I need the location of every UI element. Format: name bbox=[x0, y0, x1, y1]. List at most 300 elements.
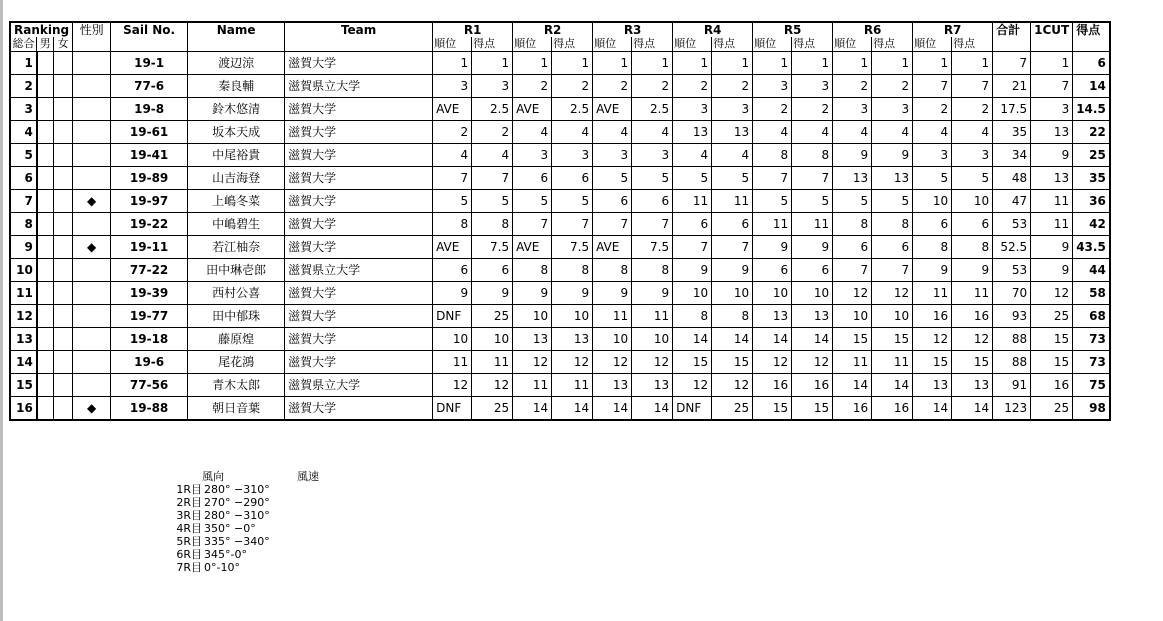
total-cell: 17.5 bbox=[993, 98, 1031, 121]
place-cell: AVE bbox=[433, 98, 472, 121]
points-cell: 1 bbox=[792, 52, 833, 75]
place-cell: 13 bbox=[753, 305, 792, 328]
female-rank-cell bbox=[54, 259, 73, 282]
place-cell: 12 bbox=[593, 351, 632, 374]
points-cell: 8 bbox=[552, 259, 593, 282]
place-cell: 6 bbox=[673, 213, 712, 236]
gender-mark-cell bbox=[73, 52, 111, 75]
cut-cell: 11 bbox=[1031, 213, 1073, 236]
points-cell: 4 bbox=[792, 121, 833, 144]
team-cell: 滋賀大学 bbox=[285, 167, 433, 190]
name-cell: 藤原煌 bbox=[188, 328, 285, 351]
place-cell: 1 bbox=[913, 52, 952, 75]
place-cell: 8 bbox=[913, 236, 952, 259]
name-cell: 田中郁珠 bbox=[188, 305, 285, 328]
points-cell: 7 bbox=[472, 167, 513, 190]
gender-mark-cell bbox=[73, 98, 111, 121]
rank-cell: 6 bbox=[10, 167, 37, 190]
points-header: 得点 bbox=[712, 37, 753, 52]
wind-race-label: 3R目 bbox=[176, 509, 202, 522]
wind-race-label: 2R目 bbox=[176, 496, 202, 509]
place-cell: AVE bbox=[513, 98, 552, 121]
male-rank-cell bbox=[37, 397, 54, 421]
header-row-2 bbox=[10, 37, 1110, 52]
place-cell: 14 bbox=[753, 328, 792, 351]
team-cell: 滋賀大学 bbox=[285, 236, 433, 259]
name-cell: 田中琳壱郎 bbox=[188, 259, 285, 282]
female-rank-cell bbox=[54, 305, 73, 328]
net-points-cell: 75 bbox=[1073, 374, 1110, 397]
team-cell: 滋賀大学 bbox=[285, 213, 433, 236]
points-cell: 13 bbox=[792, 305, 833, 328]
points-cell: 2 bbox=[552, 75, 593, 98]
team-cell: 滋賀大学 bbox=[285, 397, 433, 421]
net-points-cell: 36 bbox=[1073, 190, 1110, 213]
sail-no-cell: 19-39 bbox=[111, 282, 188, 305]
place-cell: 8 bbox=[513, 259, 552, 282]
place-cell: 13 bbox=[673, 121, 712, 144]
points-cell: 1 bbox=[472, 52, 513, 75]
table-row bbox=[10, 305, 1110, 328]
gender-mark-cell: ◆ bbox=[73, 236, 111, 259]
race-header-r3: R3 bbox=[593, 22, 673, 37]
points-cell: 11 bbox=[712, 190, 753, 213]
place-cell: AVE bbox=[433, 236, 472, 259]
place-header: 順位 bbox=[513, 37, 552, 52]
points-cell: 7 bbox=[872, 259, 913, 282]
rank-cell: 9 bbox=[10, 236, 37, 259]
points-cell: 1 bbox=[712, 52, 753, 75]
place-cell: 12 bbox=[433, 374, 472, 397]
cut-cell: 12 bbox=[1031, 282, 1073, 305]
wind-info bbox=[153, 470, 319, 574]
male-rank-cell bbox=[37, 282, 54, 305]
points-cell: 6 bbox=[632, 190, 673, 213]
total-header: 合計 bbox=[993, 22, 1031, 52]
table-row bbox=[10, 397, 1110, 421]
male-header: 男 bbox=[37, 37, 54, 52]
team-cell: 滋賀県立大学 bbox=[285, 75, 433, 98]
place-cell: DNF bbox=[433, 305, 472, 328]
points-cell: 5 bbox=[872, 190, 913, 213]
sail-no-cell: 19-89 bbox=[111, 167, 188, 190]
place-cell: 2 bbox=[513, 75, 552, 98]
place-cell: 11 bbox=[433, 351, 472, 374]
place-cell: 15 bbox=[833, 328, 872, 351]
place-cell: AVE bbox=[593, 98, 632, 121]
net-points-cell: 25 bbox=[1073, 144, 1110, 167]
points-cell: 10 bbox=[472, 328, 513, 351]
place-cell: 10 bbox=[753, 282, 792, 305]
points-cell: 16 bbox=[952, 305, 993, 328]
wind-direction-value: 335° −340° bbox=[204, 535, 270, 548]
points-cell: 6 bbox=[712, 213, 753, 236]
place-header: 順位 bbox=[433, 37, 472, 52]
wind-row bbox=[153, 535, 319, 548]
place-cell: 1 bbox=[433, 52, 472, 75]
points-cell: 12 bbox=[792, 351, 833, 374]
wind-direction-label: 風向 bbox=[202, 470, 224, 483]
place-cell: 7 bbox=[833, 259, 872, 282]
place-cell: 5 bbox=[913, 167, 952, 190]
net-points-cell: 73 bbox=[1073, 328, 1110, 351]
points-cell: 8 bbox=[952, 236, 993, 259]
points-cell: 2.5 bbox=[632, 98, 673, 121]
cut-cell: 25 bbox=[1031, 397, 1073, 421]
table-row bbox=[10, 190, 1110, 213]
points-cell: 9 bbox=[552, 282, 593, 305]
net-points-cell: 14 bbox=[1073, 75, 1110, 98]
points-cell: 13 bbox=[872, 167, 913, 190]
points-header: 得点 bbox=[792, 37, 833, 52]
male-rank-cell bbox=[37, 167, 54, 190]
rank-cell: 4 bbox=[10, 121, 37, 144]
total-cell: 35 bbox=[993, 121, 1031, 144]
points-cell: 2 bbox=[872, 75, 913, 98]
total-cell: 88 bbox=[993, 351, 1031, 374]
points-cell: 5 bbox=[792, 190, 833, 213]
points-header: 得点 bbox=[552, 37, 593, 52]
points-cell: 9 bbox=[952, 259, 993, 282]
place-cell: 10 bbox=[673, 282, 712, 305]
points-cell: 7.5 bbox=[472, 236, 513, 259]
team-cell: 滋賀県立大学 bbox=[285, 374, 433, 397]
sail-no-cell: 19-22 bbox=[111, 213, 188, 236]
results-table bbox=[9, 21, 1111, 421]
gender-mark-cell bbox=[73, 75, 111, 98]
points-cell: 10 bbox=[712, 282, 753, 305]
net-points-cell: 35 bbox=[1073, 167, 1110, 190]
place-cell: 10 bbox=[513, 305, 552, 328]
rank-cell: 10 bbox=[10, 259, 37, 282]
place-cell: 3 bbox=[673, 98, 712, 121]
place-cell: 14 bbox=[913, 397, 952, 421]
place-cell: 1 bbox=[673, 52, 712, 75]
place-cell: 8 bbox=[833, 213, 872, 236]
wind-row bbox=[153, 483, 319, 496]
ranking-header: Ranking bbox=[10, 22, 73, 37]
place-header: 順位 bbox=[593, 37, 632, 52]
points-cell: 6 bbox=[952, 213, 993, 236]
points-cell: 4 bbox=[872, 121, 913, 144]
place-cell: 9 bbox=[513, 282, 552, 305]
place-cell: 6 bbox=[913, 213, 952, 236]
team-header-blank bbox=[285, 37, 433, 52]
sail-no-cell: 19-41 bbox=[111, 144, 188, 167]
race-header-r6: R6 bbox=[833, 22, 913, 37]
cut-header: 1CUT bbox=[1031, 22, 1073, 52]
gender-header-blank bbox=[73, 37, 111, 52]
place-cell: 4 bbox=[913, 121, 952, 144]
name-cell: 鈴木悠清 bbox=[188, 98, 285, 121]
place-cell: AVE bbox=[513, 236, 552, 259]
points-cell: 3 bbox=[952, 144, 993, 167]
points-cell: 10 bbox=[552, 305, 593, 328]
total-cell: 88 bbox=[993, 328, 1031, 351]
rank-cell: 15 bbox=[10, 374, 37, 397]
place-cell: 13 bbox=[513, 328, 552, 351]
place-cell: 14 bbox=[673, 328, 712, 351]
place-cell: 8 bbox=[753, 144, 792, 167]
total-cell: 47 bbox=[993, 190, 1031, 213]
place-cell: 12 bbox=[673, 374, 712, 397]
place-cell: 2 bbox=[753, 98, 792, 121]
team-cell: 滋賀大学 bbox=[285, 328, 433, 351]
points-cell: 9 bbox=[632, 282, 673, 305]
wind-direction-value: 345°-0° bbox=[204, 548, 247, 561]
points-cell: 12 bbox=[472, 374, 513, 397]
name-cell: 青木太郎 bbox=[188, 374, 285, 397]
points-cell: 11 bbox=[632, 305, 673, 328]
female-rank-cell bbox=[54, 213, 73, 236]
table-row bbox=[10, 259, 1110, 282]
points-cell: 15 bbox=[712, 351, 753, 374]
total-cell: 123 bbox=[993, 397, 1031, 421]
table-row bbox=[10, 98, 1110, 121]
points-cell: 11 bbox=[952, 282, 993, 305]
wind-race-label: 5R目 bbox=[176, 535, 202, 548]
points-cell: 2 bbox=[472, 121, 513, 144]
cut-cell: 25 bbox=[1031, 305, 1073, 328]
net-points-cell: 42 bbox=[1073, 213, 1110, 236]
points-cell: 25 bbox=[472, 305, 513, 328]
name-cell: 西村公喜 bbox=[188, 282, 285, 305]
female-rank-cell bbox=[54, 167, 73, 190]
points-cell: 9 bbox=[872, 144, 913, 167]
place-cell: 16 bbox=[753, 374, 792, 397]
gender-mark-cell: ◆ bbox=[73, 190, 111, 213]
female-rank-cell bbox=[54, 121, 73, 144]
net-points-cell: 6 bbox=[1073, 52, 1110, 75]
net-points-cell: 98 bbox=[1073, 397, 1110, 421]
name-cell: 秦良輔 bbox=[188, 75, 285, 98]
gender-mark-cell bbox=[73, 167, 111, 190]
points-cell: 5 bbox=[472, 190, 513, 213]
table-row bbox=[10, 167, 1110, 190]
points-cell: 2 bbox=[712, 75, 753, 98]
place-cell: 4 bbox=[513, 121, 552, 144]
cut-cell: 16 bbox=[1031, 374, 1073, 397]
male-rank-cell bbox=[37, 305, 54, 328]
points-cell: 11 bbox=[872, 351, 913, 374]
points-cell: 8 bbox=[632, 259, 673, 282]
place-cell: 4 bbox=[833, 121, 872, 144]
points-cell: 7 bbox=[632, 213, 673, 236]
sail-no-cell: 19-88 bbox=[111, 397, 188, 421]
points-cell: 2 bbox=[632, 75, 673, 98]
place-header: 順位 bbox=[833, 37, 872, 52]
place-cell: 4 bbox=[753, 121, 792, 144]
place-cell: 9 bbox=[433, 282, 472, 305]
points-cell: 3 bbox=[792, 75, 833, 98]
name-cell: 中尾裕貴 bbox=[188, 144, 285, 167]
points-cell: 8 bbox=[472, 213, 513, 236]
wind-row bbox=[153, 522, 319, 535]
female-rank-cell bbox=[54, 75, 73, 98]
points-cell: 16 bbox=[792, 374, 833, 397]
team-cell: 滋賀県立大学 bbox=[285, 259, 433, 282]
rank-cell: 12 bbox=[10, 305, 37, 328]
male-rank-cell bbox=[37, 190, 54, 213]
team-cell: 滋賀大学 bbox=[285, 190, 433, 213]
male-rank-cell bbox=[37, 236, 54, 259]
points-cell: 10 bbox=[952, 190, 993, 213]
female-rank-cell bbox=[54, 282, 73, 305]
total-cell: 53 bbox=[993, 213, 1031, 236]
points-cell: 15 bbox=[952, 351, 993, 374]
place-cell: 15 bbox=[913, 351, 952, 374]
name-cell: 若江柚奈 bbox=[188, 236, 285, 259]
place-cell: DNF bbox=[433, 397, 472, 421]
name-cell: 坂本天成 bbox=[188, 121, 285, 144]
points-cell: 3 bbox=[552, 144, 593, 167]
female-header: 女 bbox=[54, 37, 73, 52]
total-cell: 91 bbox=[993, 374, 1031, 397]
net-points-cell: 73 bbox=[1073, 351, 1110, 374]
cut-cell: 11 bbox=[1031, 190, 1073, 213]
points-cell: 6 bbox=[552, 167, 593, 190]
points-cell: 10 bbox=[792, 282, 833, 305]
wind-direction-value: 350° −0° bbox=[204, 522, 256, 535]
gender-mark-cell bbox=[73, 351, 111, 374]
rank-cell: 8 bbox=[10, 213, 37, 236]
points-cell: 14 bbox=[952, 397, 993, 421]
sail-no-cell: 19-61 bbox=[111, 121, 188, 144]
place-cell: 3 bbox=[913, 144, 952, 167]
place-cell: 10 bbox=[593, 328, 632, 351]
team-cell: 滋賀大学 bbox=[285, 305, 433, 328]
place-cell: 1 bbox=[753, 52, 792, 75]
gender-mark-cell: ◆ bbox=[73, 397, 111, 421]
team-cell: 滋賀大学 bbox=[285, 98, 433, 121]
points-cell: 2 bbox=[952, 98, 993, 121]
wind-row bbox=[153, 509, 319, 522]
wind-header bbox=[202, 470, 319, 483]
points-cell: 12 bbox=[952, 328, 993, 351]
place-cell: 2 bbox=[913, 98, 952, 121]
points-header: 得点 bbox=[872, 37, 913, 52]
place-cell: 16 bbox=[913, 305, 952, 328]
total-cell: 53 bbox=[993, 259, 1031, 282]
net-points-cell: 68 bbox=[1073, 305, 1110, 328]
rank-cell: 14 bbox=[10, 351, 37, 374]
net-header: 得点 bbox=[1073, 22, 1110, 52]
place-cell: 9 bbox=[913, 259, 952, 282]
table-row bbox=[10, 374, 1110, 397]
table-row bbox=[10, 121, 1110, 144]
points-cell: 6 bbox=[472, 259, 513, 282]
table-row bbox=[10, 328, 1110, 351]
total-cell: 7 bbox=[993, 52, 1031, 75]
place-cell: AVE bbox=[593, 236, 632, 259]
place-cell: 11 bbox=[753, 213, 792, 236]
race-header-r5: R5 bbox=[753, 22, 833, 37]
place-cell: 7 bbox=[513, 213, 552, 236]
total-cell: 93 bbox=[993, 305, 1031, 328]
points-cell: 8 bbox=[712, 305, 753, 328]
female-rank-cell bbox=[54, 98, 73, 121]
table-row bbox=[10, 213, 1110, 236]
cut-cell: 9 bbox=[1031, 236, 1073, 259]
gender-mark-cell bbox=[73, 259, 111, 282]
place-cell: 2 bbox=[433, 121, 472, 144]
wind-race-label: 7R目 bbox=[176, 561, 202, 574]
place-cell: 16 bbox=[833, 397, 872, 421]
sail-no-cell: 77-22 bbox=[111, 259, 188, 282]
points-cell: 1 bbox=[952, 52, 993, 75]
place-cell: 7 bbox=[673, 236, 712, 259]
wind-row bbox=[153, 548, 319, 561]
cut-cell: 9 bbox=[1031, 144, 1073, 167]
points-cell: 5 bbox=[952, 167, 993, 190]
points-cell: 6 bbox=[872, 236, 913, 259]
name-cell: 尾花鴻 bbox=[188, 351, 285, 374]
points-cell: 4 bbox=[952, 121, 993, 144]
place-cell: 6 bbox=[833, 236, 872, 259]
wind-race-label: 6R目 bbox=[176, 548, 202, 561]
place-cell: 10 bbox=[433, 328, 472, 351]
points-cell: 7.5 bbox=[552, 236, 593, 259]
points-cell: 15 bbox=[792, 397, 833, 421]
cut-cell: 13 bbox=[1031, 121, 1073, 144]
place-cell: 4 bbox=[433, 144, 472, 167]
place-cell: 9 bbox=[753, 236, 792, 259]
table-row bbox=[10, 236, 1110, 259]
place-cell: 8 bbox=[433, 213, 472, 236]
points-cell: 25 bbox=[712, 397, 753, 421]
gender-mark-cell bbox=[73, 328, 111, 351]
name-header-blank bbox=[188, 37, 285, 52]
total-cell: 34 bbox=[993, 144, 1031, 167]
name-cell: 上嶋冬菜 bbox=[188, 190, 285, 213]
points-cell: 14 bbox=[712, 328, 753, 351]
rank-cell: 2 bbox=[10, 75, 37, 98]
place-cell: 5 bbox=[513, 190, 552, 213]
name-cell: 朝日音葉 bbox=[188, 397, 285, 421]
place-cell: 4 bbox=[673, 144, 712, 167]
place-cell: 5 bbox=[753, 190, 792, 213]
sail-no-header: Sail No. bbox=[111, 22, 188, 37]
net-points-cell: 58 bbox=[1073, 282, 1110, 305]
female-rank-cell bbox=[54, 190, 73, 213]
rank-cell: 7 bbox=[10, 190, 37, 213]
race-header-r1: R1 bbox=[433, 22, 513, 37]
team-cell: 滋賀大学 bbox=[285, 52, 433, 75]
points-cell: 4 bbox=[552, 121, 593, 144]
points-cell: 2.5 bbox=[552, 98, 593, 121]
place-cell: 11 bbox=[673, 190, 712, 213]
header-row-1 bbox=[10, 22, 1110, 37]
net-points-cell: 14.5 bbox=[1073, 98, 1110, 121]
name-cell: 渡辺涼 bbox=[188, 52, 285, 75]
place-cell: 13 bbox=[833, 167, 872, 190]
sail-no-cell: 19-97 bbox=[111, 190, 188, 213]
male-rank-cell bbox=[37, 374, 54, 397]
points-cell: 1 bbox=[552, 52, 593, 75]
gender-mark-cell bbox=[73, 213, 111, 236]
wind-direction-value: 280° −310° bbox=[204, 509, 270, 522]
place-cell: 11 bbox=[913, 282, 952, 305]
place-cell: 5 bbox=[593, 167, 632, 190]
place-header: 順位 bbox=[753, 37, 792, 52]
male-rank-cell bbox=[37, 98, 54, 121]
male-rank-cell bbox=[37, 351, 54, 374]
place-cell: 2 bbox=[673, 75, 712, 98]
points-cell: 14 bbox=[632, 397, 673, 421]
place-cell: 7 bbox=[753, 167, 792, 190]
name-cell: 中嶋碧生 bbox=[188, 213, 285, 236]
rank-cell: 11 bbox=[10, 282, 37, 305]
